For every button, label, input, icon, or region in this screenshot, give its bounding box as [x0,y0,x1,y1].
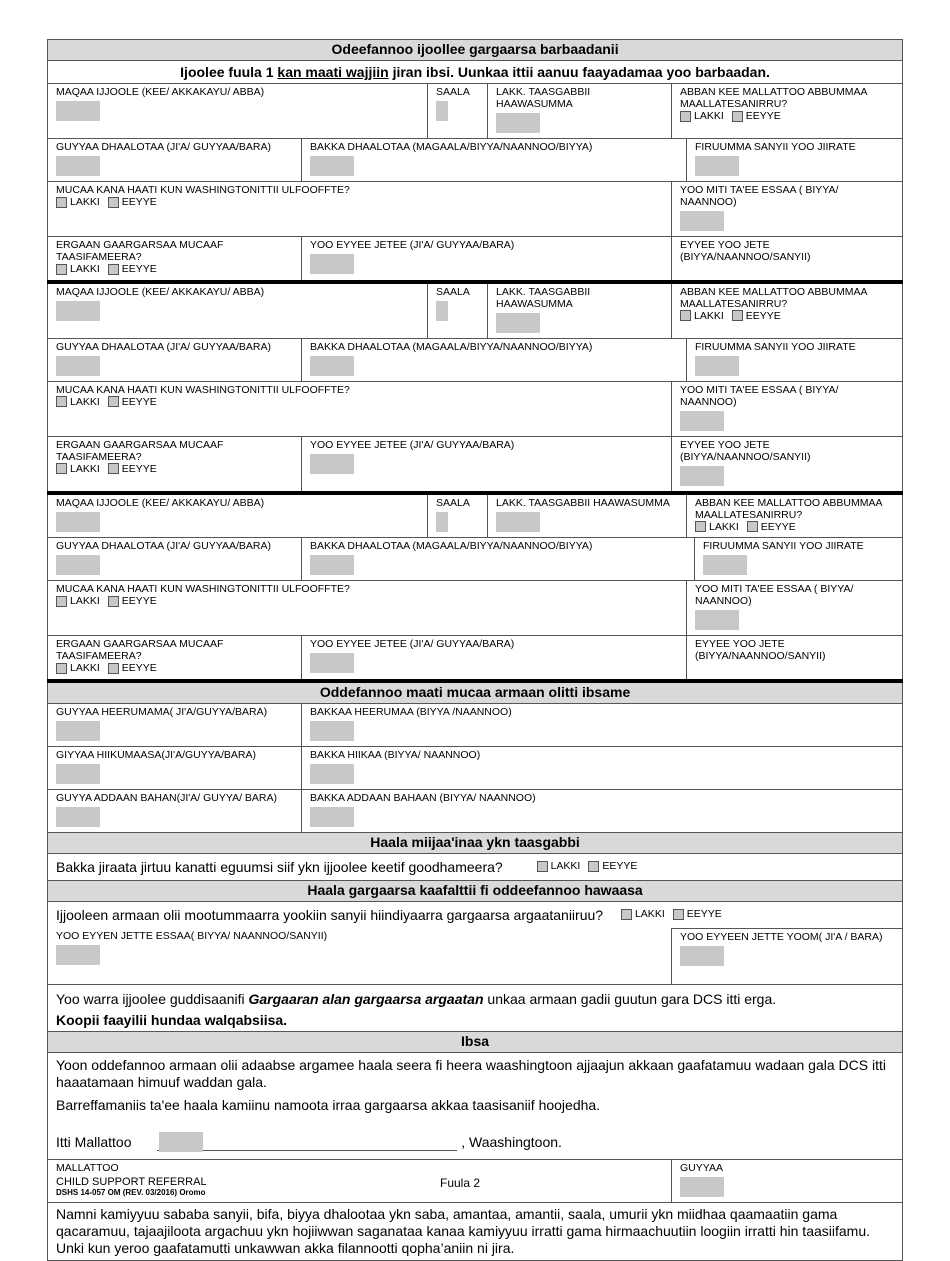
signature-label: MALLATTOO [56,1161,119,1174]
notice-text: Yoo warra ijjoolee guddisaanifi Gargaaran alan gargaarsa argaatan unkaa armaan gadii guutun gara DCS itti erga. [56,990,777,1007]
tribal-detail-row: YOO EYYEN JETTE ESSAA( BIYYA/ NAANNOO/SANYII) YOO EYYEEN JETTE YOOM( JI'A / BARA) [48,928,903,984]
page-number: Fuula 2 [440,1176,481,1190]
child-3-row-3: MUCAA KANA HAATI KUN WASHINGTONITTII ULFOOFFTE? LAKKI EEYYE YOO MITI TA'EE ESSAA ( BIYYA/ NAANNOO) [48,581,903,636]
child-1-pob-input[interactable] [310,156,354,176]
section-title: Odeefannoo ijoollee gargaarsa barbaadanii [48,40,903,61]
child-3-where-input[interactable] [695,610,739,630]
parents-row-2: GIYYAA HIIKUMAASA(JI'A/GUYYA/BARA) BAKKA HIIKAA (BIYYA/ NAANNOO) [48,746,903,789]
child-1-wa-yes-checkbox[interactable] [108,197,119,208]
child-3-when-input[interactable] [310,653,354,673]
child-3-row-4: ERGAAN GAARGARSAA MUCAAF TAASIFAMEERA? LAKKI EEYYE YOO EYYEE JETEE (JI'A/ GUYYAA/BARA) EYYEE YOO JETE (BIYYA/NAANNOO/SANYII) [48,636,903,681]
child-3-wa-no-checkbox[interactable] [56,596,67,607]
child-2-tribe-input[interactable] [695,356,739,376]
tribal-no-checkbox[interactable] [621,909,632,920]
sign-header: Ibsa [48,1031,903,1052]
child-1-name-input[interactable] [56,101,100,121]
child-2-row-1: MAQAA IJJOOLE (KEE/ AKKAKAYU/ ABBA) SAALA LAKK. TAASGABBII HAAWASUMMA ABBAN KEE MALLATTOO ABBUMMAA MAALLATESANIRRU? LAKKI EEYYE [48,282,903,339]
parents-row-1: GUYYAA HEERUMAMA( JI'A/GUYYA/BARA) BAKKAA HEERUMAA (BIYYA /NAANNOO) [48,703,903,746]
child-2-father-yes-checkbox[interactable] [732,310,743,321]
sign-statement-row [48,1052,903,1159]
child-1-tribe-input[interactable] [695,156,739,176]
safety-no-checkbox[interactable] [537,861,548,872]
child-1-row-3: MUCAA KANA HAATI KUN WASHINGTONITTII ULFOOFFTE? LAKKI EEYYE YOO MITI TA'EE ESSAA ( BIYYA/ NAANNOO) [48,182,903,237]
child-1-row-1: MAQAA IJJOOLE (KEE/ AKKAKAYU/ ABBA) SAALA LAKK. TAASGABBII HAAWASUMMA ABBAN KEE MALLATTOO ABBUMMAA MAALLATESANIRRU? LAKKI EEYYE [48,84,903,139]
child-2-row-2: GUYYAA DHAALOTAA (JI'A/ GUYYAA/BARA) BAKKA DHAALOTAA (MAGAALA/BIYYA/NAANNOO/BIYYA) FIRUUMMA SANYII YOO JIIRATE [48,338,903,381]
child-2-row-3: MUCAA KANA HAATI KUN WASHINGTONITTII ULFOOFFTE? LAKKI EEYYE YOO MITI TA'EE ESSAA ( BIYYA/ NAANNOO) [48,381,903,436]
tribal-question-row: Ijjooleen armaan olii mootummaarra yookiin sanyii hiindiyaarra gargaarsa argaataniiruu? LAKKI EEYYE [48,901,903,928]
tribal-where-input[interactable] [56,945,100,965]
separation-place-input[interactable] [310,807,354,827]
child-1-dob-input[interactable] [56,156,100,176]
child-1-row-2: GUYYAA DHAALOTAA (JI'A/ GUYYAA/BARA) BAKKA DHAALOTAA (MAGAALA/BIYYA/NAANNOO/BIYYA) FIRUUMMA SANYII YOO JIIRATE [48,139,903,182]
sign-paragraph-1: Yoon oddefannoo armaan olii adaabse argamee haala seera fi heera waashingtoon ajjaajun akkaan gaafatamuu wadaan gala DCS itti haaatamaan himuuf waddan gala. [56,1056,886,1090]
child-3-ssn-input[interactable] [496,512,540,532]
child-1-father-no-checkbox[interactable] [680,111,691,122]
child-2-wa-yes-checkbox[interactable] [108,396,119,407]
child-1-row-4: ERGAAN GAARGARSAA MUCAAF TAASIFAMEERA? LAKKI EEYYE YOO EYYEE JETEE (JI'A/ GUYYAA/BARA) EYYEE YOO JETE (BIYYA/NAANNOO/SANYII) [48,237,903,282]
child-3-adopted-no-checkbox[interactable] [56,663,67,674]
signature-row: MALLATTOO GUYYAA [48,1159,903,1202]
married-date-input[interactable] [56,721,100,741]
sign-place-input[interactable] [159,1132,203,1152]
child-2-name-input[interactable] [56,301,100,321]
safety-yes-checkbox[interactable] [588,861,599,872]
safety-header: Haala miijaa'inaa ykn taasgabbi [48,832,903,853]
tribal-question: Ijjooleen armaan olii mootummaarra yookiin sanyii hiindiyaarra gargaarsa argaataniiruu? [56,906,604,923]
tribal-yes-checkbox[interactable] [673,909,684,920]
sign-paragraph-2: Barreffamaniis ta'ee haala kamiinu namoota irraa gargaarsa akkaa taasisaniif hoojedha. [56,1096,601,1113]
married-place-input[interactable] [310,721,354,741]
safety-row: Bakka jiraata jirtuu kanatti eguumsi siif ykn ijjoolee keetif goodhameera? LAKKI EEYYE [48,853,903,880]
child-3-father-yes-checkbox[interactable] [747,521,758,532]
tribal-when-input[interactable] [680,946,724,966]
parents-header: Oddefannoo maati mucaa armaan olitti ibsame [48,681,903,704]
separation-date-input[interactable] [56,807,100,827]
child-1-adopted-yes-checkbox[interactable] [108,264,119,275]
child-2-pob-input[interactable] [310,356,354,376]
section-subtitle: Ijoolee fuula 1 kan maati wajjiin jiran ibsi. Uunkaa ittii aanuu faayadamaa yoo barbaadan. [48,61,903,84]
divorce-date-input[interactable] [56,764,100,784]
child-3-dob-input[interactable] [56,555,100,575]
safety-question: Bakka jiraata jirtuu kanatti eguumsi siif ykn ijjoolee keetif goodhameera? [56,858,503,875]
child-2-adopted-no-checkbox[interactable] [56,463,67,474]
tribal-header: Haala gargaarsa kaafalttii fi oddeefannoo hawaasa [48,880,903,901]
child-2-where-left-input[interactable] [680,466,724,486]
child-1-sex-input[interactable] [436,101,448,121]
child-1-when-input[interactable] [310,254,354,274]
child-2-father-no-checkbox[interactable] [680,310,691,321]
nondiscrimination-text: Namni kamiyyuu sababa sanyii, bifa, biyya dhalootaa ykn saba, amantaa, amantii, saala, umurii ykn miidhaa qaamaatiin gama qacaramuu, tajaajiloota argachuu ykn hojiiwwan saganataa kanaa kamiyyuu irratti gama hirmaachuutiin loogiin irratti hin taasiifamu. Unki kun yeroo gaafatamutti unkawwan akka filannootti qopha’aniin ni jira. [48,1202,903,1260]
child-3-sex-input[interactable] [436,512,448,532]
form-code: DSHS 14-057 OM (REV. 03/2016) Oromo [56,1188,206,1197]
notice-row [48,984,903,1031]
child-3-row-2: GUYYAA DHAALOTAA (JI'A/ GUYYAA/BARA) BAKKA DHAALOTAA (MAGAALA/BIYYA/NAANNOO/BIYYA) FIRUUMMA SANYII YOO JIIRATE [48,538,903,581]
child-2-dob-input[interactable] [56,356,100,376]
child-1-father-yes-checkbox[interactable] [732,111,743,122]
form [47,39,902,1261]
form-table [47,39,903,1261]
notice-bold: Koopii faayilii hundaa walqabsiisa. [56,1011,288,1028]
child-2-adopted-yes-checkbox[interactable] [108,463,119,474]
child-2-when-input[interactable] [310,454,354,474]
child-2-where-input[interactable] [680,411,724,431]
child-2-wa-no-checkbox[interactable] [56,396,67,407]
child-3-wa-yes-checkbox[interactable] [108,596,119,607]
child-1-wa-no-checkbox[interactable] [56,197,67,208]
sign-place-line: Itti Mallattoo , Waashingtoon. [56,1133,562,1150]
child-2-ssn-input[interactable] [496,313,540,333]
parents-row-3: GUYYA ADDAAN BAHAN(JI'A/ GUYYA/ BARA) BAKKA ADDAAN BAHAAN (BIYYA/ NAANNOO) [48,789,903,832]
child-3-name-input[interactable] [56,512,100,532]
form-name: CHILD SUPPORT REFERRAL [56,1176,207,1188]
divorce-place-input[interactable] [310,764,354,784]
child-1-ssn-input[interactable] [496,113,540,133]
child-1-where-input[interactable] [680,211,724,231]
child-3-tribe-input[interactable] [703,555,747,575]
nondiscrimination-row [48,1202,903,1260]
child-3-father-no-checkbox[interactable] [695,521,706,532]
child-2-row-4: ERGAAN GAARGARSAA MUCAAF TAASIFAMEERA? LAKKI EEYYE YOO EYYEE JETEE (JI'A/ GUYYAA/BARA) EYYEE YOO JETE (BIYYA/NAANNOO/SANYII) [48,436,903,493]
child-3-pob-input[interactable] [310,555,354,575]
child-3-row-1: MAQAA IJJOOLE (KEE/ AKKAKAYU/ ABBA) SAALA LAKK. TAASGABBII HAAWASUMMA ABBAN KEE MALLATTOO ABBUMMAA MAALLATESANIRRU? LAKKI EEYYE [48,493,903,538]
child-2-sex-input[interactable] [436,301,448,321]
sign-date-input[interactable] [680,1177,724,1197]
child-1-adopted-no-checkbox[interactable] [56,264,67,275]
child-3-adopted-yes-checkbox[interactable] [108,663,119,674]
footer [56,1176,207,1197]
